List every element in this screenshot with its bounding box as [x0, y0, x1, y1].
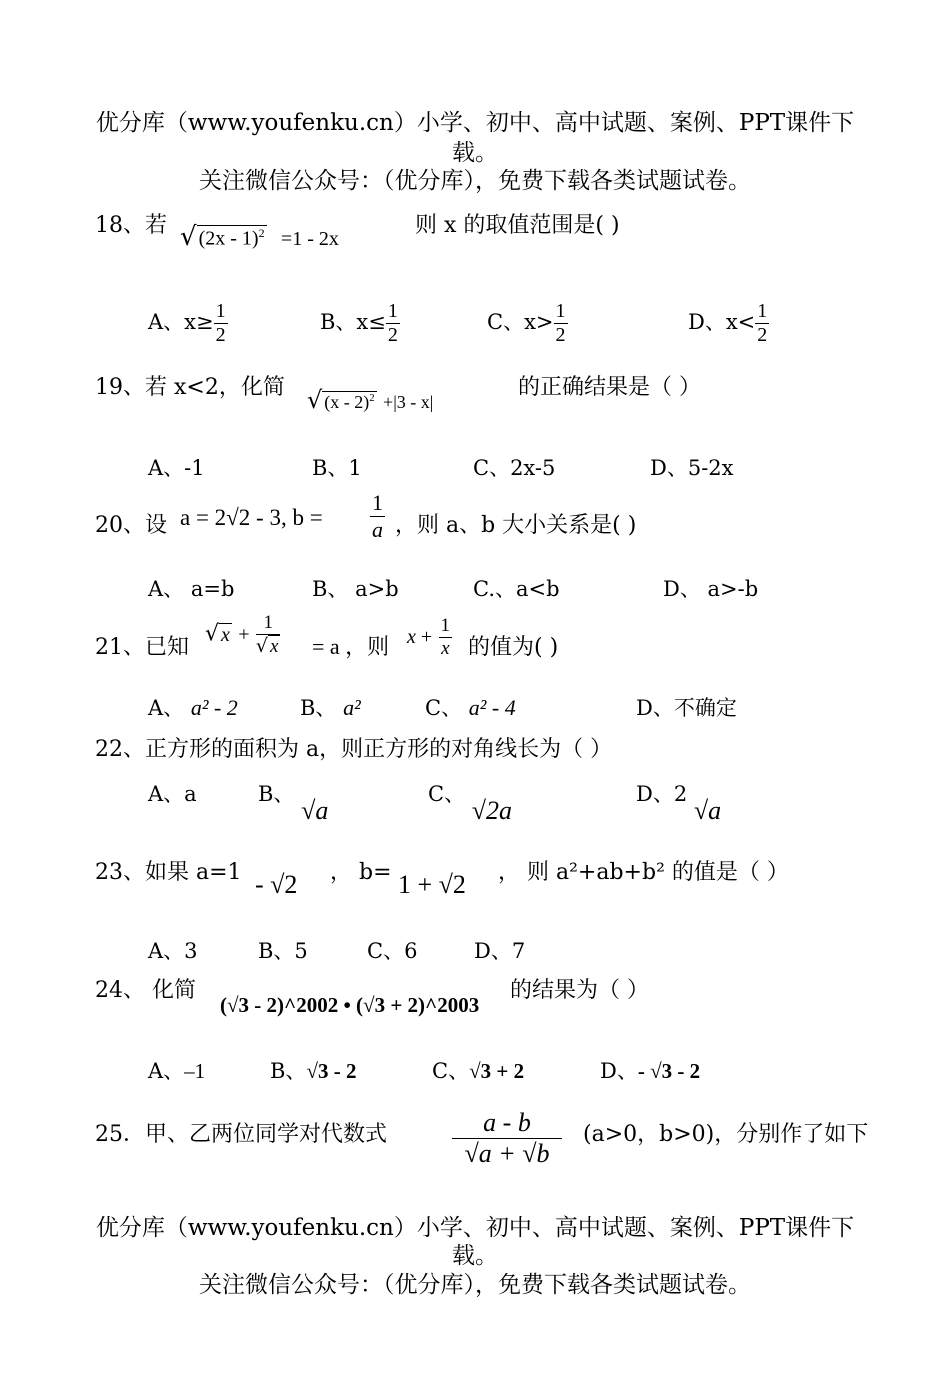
footer-line-1: 优分库（www.youfenku.cn）小学、初中、高中试题、案例、PPT课件下 — [95, 1215, 855, 1241]
q21-option-a-label: A、 — [148, 696, 185, 720]
q19-option-a: A、-1 — [148, 456, 205, 480]
q21-option-a — [148, 692, 238, 722]
q18-option-b-label: B、x≤ — [320, 310, 386, 334]
q20-option-d: D、 a>-b — [663, 577, 759, 601]
q24-option-a-label: A、 — [148, 1059, 185, 1083]
q22-option-a — [148, 778, 197, 808]
q22-option-d-value: √a — [693, 796, 722, 825]
q18-expression: √ (2x - 1)$^2$ =1 - 2x — [180, 222, 339, 252]
q22-option-c-label: C、 — [428, 782, 466, 806]
q21-option-c — [425, 692, 516, 722]
q24-option-d — [600, 1055, 700, 1085]
q22-option-d — [636, 778, 722, 825]
q20-option-c: C.、a<b — [473, 577, 560, 601]
q24-option-b — [270, 1055, 356, 1085]
q18-option-a: A、x≥ $\frac{1}{2}$ — [148, 300, 226, 346]
q19-option-d: D、5-2x — [650, 456, 734, 480]
q19-expression: √ (x - 2)$^2$ +|3 - x| — [307, 386, 434, 414]
q23-option-a: A、3 — [148, 939, 198, 963]
q25-frac-d: √a + √b — [464, 1139, 550, 1168]
q24-option-a — [148, 1055, 205, 1085]
q23-option-b: B、5 — [258, 939, 308, 963]
q25-fraction — [452, 1108, 562, 1169]
q21-mid: = a ，则 — [312, 634, 390, 659]
header-line-1: 优分库（www.youfenku.cn）小学、初中、高中试题、案例、PPT课件下 — [95, 110, 855, 136]
q18-label: 18、若 — [95, 213, 167, 238]
q22-option-d-label: D、2 — [636, 782, 688, 806]
q25-tail: (a>0，b>0)，分别作了如下 — [583, 1122, 869, 1147]
q24-option-b-label: B、 — [270, 1059, 307, 1083]
q24-tail: 的结果为（ ） — [510, 978, 649, 1003]
q25-frac-n: a - b — [452, 1108, 562, 1139]
q18-expr-rest: =1 - 2x — [280, 228, 339, 250]
q18-tail: 则 x 的取值范围是( ) — [415, 213, 620, 238]
q21-option-d-label: D、 — [636, 696, 674, 720]
q22-option-b-label: B、 — [258, 782, 295, 806]
footer-line-2: 载。 — [452, 1243, 498, 1269]
q20-frac-n: 1 — [372, 490, 383, 515]
q20-expression: a = 2√2 - 3, b = — [180, 505, 323, 530]
q23-b-label: ， b= — [330, 860, 392, 885]
q24-option-d-value: - √3 - 2 — [637, 1059, 701, 1083]
q23-label: 23、如果 a=1 — [95, 860, 242, 885]
q22-option-a-label: A、 — [148, 782, 185, 806]
q19-expr-abs: |3 - x| — [393, 392, 434, 412]
q19-label: 19、若 x<2，化简 — [95, 375, 285, 400]
q21-option-b-label: B、 — [300, 696, 337, 720]
q18-expr-inner: (2x - 1) — [198, 228, 259, 250]
q19-option-c: C、2x-5 — [473, 456, 556, 480]
q25-label: 25．甲、乙两位同学对代数式 — [95, 1122, 387, 1147]
footer-line-3: 关注微信公众号：（优分库），免费下载各类试题试卷。 — [199, 1272, 751, 1298]
q21-expression-2: x + $\frac{1}{x}$ — [407, 615, 451, 659]
q20-frac-d: a — [372, 517, 383, 542]
q20-label: 20、设 — [95, 513, 167, 538]
q21-option-c-label: C、 — [425, 696, 463, 720]
q18-option-d: D、x< $\frac{1}{2}$ — [688, 300, 768, 346]
q22-option-b-value: √a — [301, 796, 329, 825]
q24-option-d-label: D、 — [600, 1059, 638, 1083]
q21-option-b-value: a² — [343, 695, 361, 720]
q21-option-c-value: a² - 4 — [468, 695, 516, 720]
q21-option-b — [300, 692, 361, 722]
q20-option-a: A、 a=b — [148, 577, 235, 601]
q18-option-c: C、x> $\frac{1}{2}$ — [487, 300, 566, 346]
q21-option-d-value: 不确定 — [673, 696, 737, 720]
q24-option-c-label: C、 — [432, 1059, 470, 1083]
q23-b-value: 1 + √2 — [398, 870, 466, 899]
q18-option-c-label: C、x> — [487, 310, 554, 334]
q20-option-b: B、 a>b — [312, 577, 399, 601]
q18-option-d-label: D、x< — [688, 310, 756, 334]
q22-option-a-value: a — [184, 782, 197, 806]
q21-option-d — [636, 692, 737, 722]
q21-label: 21、已知 — [95, 635, 189, 660]
q19-expr-inner: (x - 2) — [324, 392, 370, 412]
q23-option-c: C、6 — [367, 939, 418, 963]
q21-option-a-value: a² - 2 — [190, 695, 238, 720]
q19-option-b: B、1 — [312, 456, 362, 480]
q24-option-c-value: √3 + 2 — [469, 1059, 525, 1083]
q24-option-a-value: –1 — [184, 1059, 206, 1083]
q18-option-b: B、x≤ $\frac{1}{2}$ — [320, 300, 398, 346]
q24-label: 24、 化简 — [95, 978, 196, 1003]
q22-option-b — [258, 778, 329, 825]
q19-tail: 的正确结果是（ ） — [518, 375, 701, 400]
q24-expression: (√3 - 2)^2002 • (√3 + 2)^2003 — [220, 993, 480, 1017]
q24-option-b-value: √3 - 2 — [306, 1059, 357, 1083]
q21-tail: 的值为( ) — [468, 635, 559, 660]
q23-tail: ， 则 a²+ab+b² 的值是（ ） — [498, 860, 789, 885]
q20-fraction — [370, 490, 385, 543]
q22-option-c — [428, 778, 513, 825]
q20-tail: ，则 a、b 大小关系是( ) — [395, 513, 637, 538]
q23-a-rest: - √2 — [255, 870, 298, 899]
header-line-3: 关注微信公众号：（优分库），免费下载各类试题试卷。 — [199, 168, 751, 194]
q23-option-d: D、7 — [474, 939, 526, 963]
q22-option-c-value: √2a — [471, 796, 513, 825]
q21-expression: √ x + $\frac{1}{√ x}$ — [205, 612, 279, 657]
q18-option-a-label: A、x≥ — [148, 310, 214, 334]
header-line-2: 载。 — [452, 140, 498, 166]
q22-text: 22、正方形的面积为 a，则正方形的对角线长为（ ） — [95, 737, 613, 762]
q24-option-c — [432, 1055, 524, 1085]
